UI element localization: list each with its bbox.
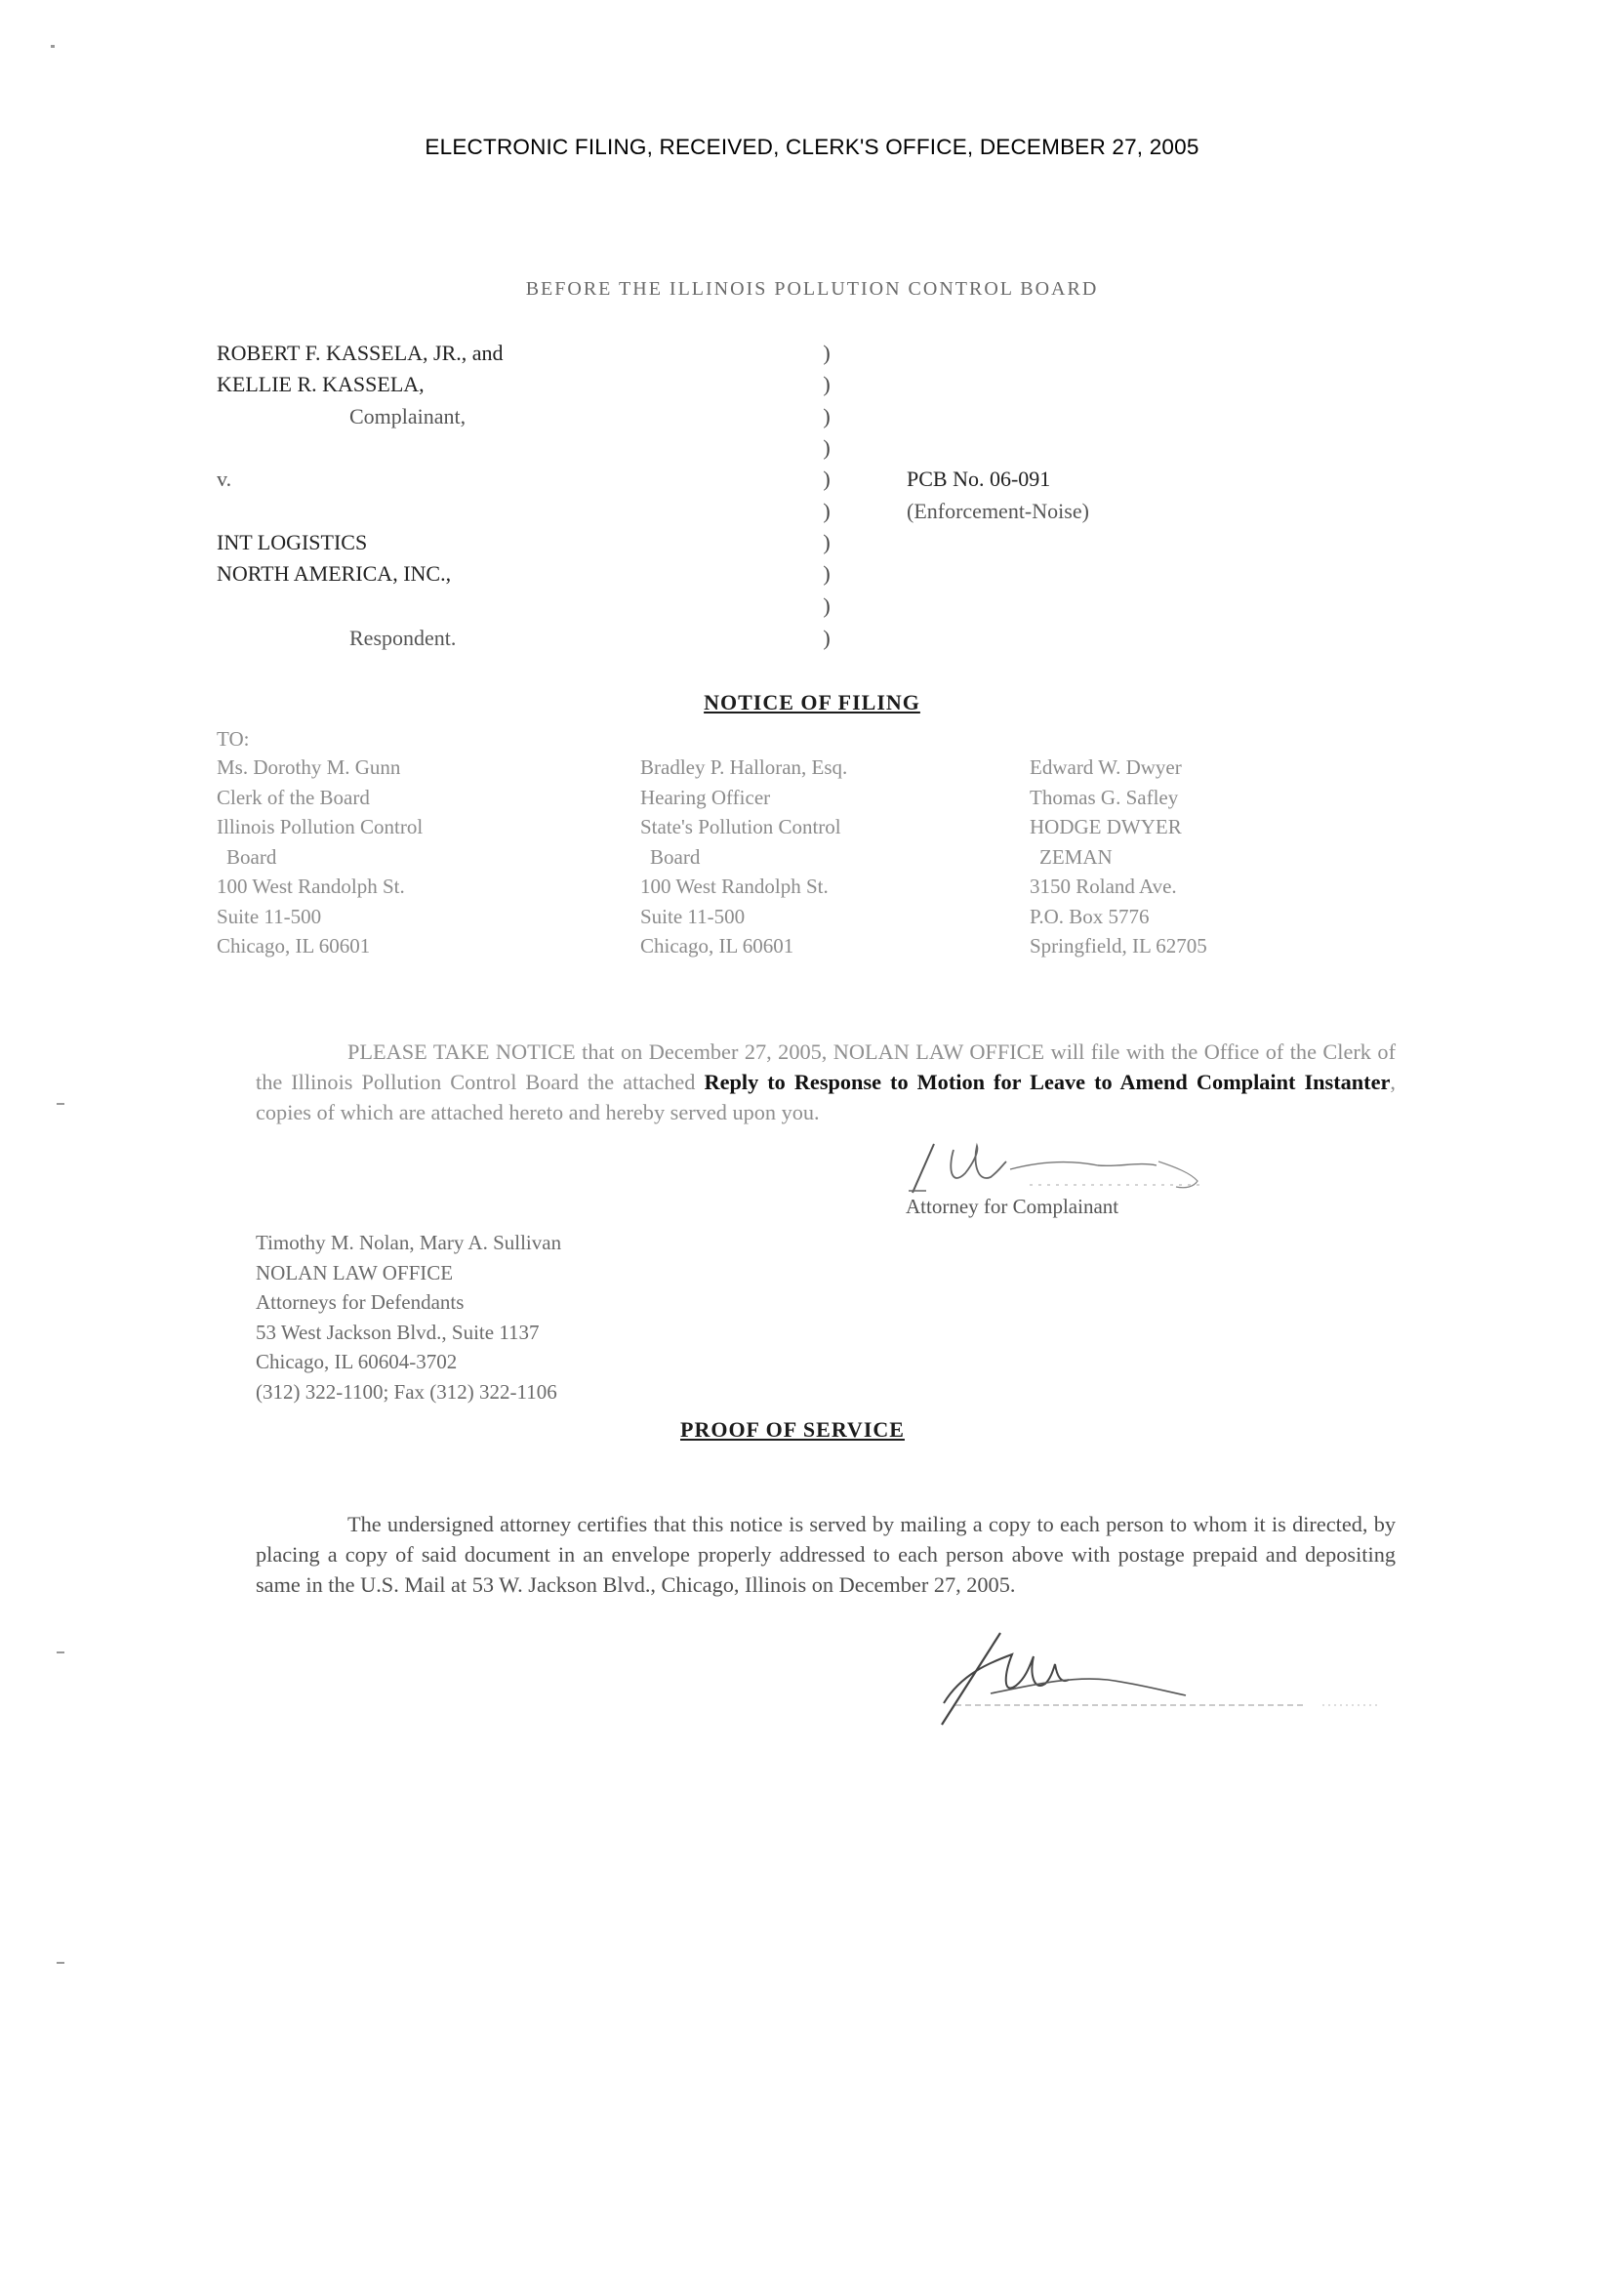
address-line: P.O. Box 5776	[1030, 904, 1150, 928]
complainant-name-1: ROBERT F. KASSELA, JR., and	[217, 341, 504, 365]
filing-stamp: ELECTRONIC FILING, RECEIVED, CLERK'S OFFICE, DECEMBER 27, 2005	[425, 135, 1199, 159]
address-line: 100 West Randolph St.	[640, 875, 829, 898]
address-line: Ms. Dorothy M. Gunn	[217, 755, 401, 779]
service-recipient-1	[217, 753, 423, 961]
case-type: (Enforcement-Noise)	[907, 499, 1089, 523]
attorney-block	[256, 1228, 561, 1406]
case-number: PCB No. 06-091	[907, 467, 1051, 491]
scan-speck	[51, 45, 55, 48]
address-line: Illinois Pollution Control	[217, 815, 424, 838]
board-title: BEFORE THE ILLINOIS POLLUTION CONTROL BOARD	[525, 278, 1099, 300]
caption-paren: )	[823, 372, 831, 396]
respondent-name-2: NORTH AMERICA, INC.,	[217, 561, 452, 586]
respondent-role: Respondent.	[349, 626, 457, 650]
complainant-name-2: KELLIE R. KASSELA,	[217, 372, 425, 396]
proof-of-service-heading: PROOF OF SERVICE	[680, 1417, 905, 1442]
notice-body	[256, 1037, 1396, 1127]
address-line: Suite 11-500	[640, 904, 746, 928]
complainant-role: Complainant,	[349, 404, 467, 428]
address-line: Suite 11-500	[217, 904, 322, 928]
address-line: Board	[226, 844, 277, 869]
attorney-line: Timothy M. Nolan, Mary A. Sullivan	[256, 1231, 562, 1254]
caption-paren: )	[823, 593, 831, 618]
notice-text-1: PLEASE TAKE NOTICE that on December 27, 2005, NOLAN LAW OFFICE will file with the Office of the Clerk of the Illinois Pollution Control Board the attached	[256, 1039, 1396, 1094]
caption-paren: )	[823, 530, 831, 554]
address-line: 3150 Roland Ave.	[1030, 875, 1177, 898]
versus: v.	[217, 467, 232, 491]
scan-speck	[57, 1962, 64, 1964]
address-line: Thomas G. Safley	[1030, 785, 1179, 809]
to-label: TO:	[217, 727, 250, 751]
signature-label: Attorney for Complainant	[906, 1195, 1119, 1218]
attorney-line: NOLAN LAW OFFICE	[256, 1260, 454, 1284]
attorney-line: Chicago, IL 60604-3702	[256, 1350, 458, 1373]
address-line: Clerk of the Board	[217, 785, 370, 809]
address-line: Springfield, IL 62705	[1030, 934, 1207, 958]
address-line: Chicago, IL 60601	[640, 934, 794, 958]
notice-text-2: , copies of which are attached hereto and hereby served upon you.	[256, 1070, 1396, 1124]
caption-paren: )	[823, 341, 831, 365]
scan-speck	[57, 1651, 64, 1653]
attached-document-title: Reply to Response to Motion for Leave to Amend Complaint Instanter	[704, 1070, 1391, 1094]
address-line: Edward W. Dwyer	[1030, 755, 1182, 779]
address-line: Hearing Officer	[640, 785, 771, 809]
service-recipient-3	[1030, 753, 1207, 961]
address-line: Board	[650, 844, 701, 869]
caption-paren: )	[823, 499, 831, 523]
address-line: Bradley P. Halloran, Esq.	[640, 755, 848, 779]
proof-of-service-body: The undersigned attorney certifies that this notice is served by mailing a copy to each person to whom it is directed, by placing a copy of said document in an envelope properly addressed to each person above with postage prepaid and depositing same in the U.S. Mail at 53 W. Jackson Blvd., Chicago, Illinois on December 27, 2005.	[256, 1512, 1396, 1597]
caption-paren: )	[823, 435, 831, 460]
address-line: HODGE DWYER	[1030, 815, 1182, 838]
caption-paren: )	[823, 626, 831, 650]
scan-speck	[57, 1103, 64, 1105]
attorney-signature-2	[932, 1615, 1391, 1732]
address-line: State's Pollution Control	[640, 815, 841, 838]
attorney-line: (312) 322-1100; Fax (312) 322-1106	[256, 1379, 557, 1404]
address-line: Chicago, IL 60601	[217, 934, 371, 958]
notice-of-filing-heading: NOTICE OF FILING	[704, 690, 920, 714]
caption-paren: )	[823, 467, 831, 491]
caption-paren: )	[823, 404, 831, 428]
address-line: 100 West Randolph St.	[217, 875, 405, 898]
caption-paren: )	[823, 561, 831, 586]
attorney-line: Attorneys for Defendants	[256, 1290, 465, 1314]
address-line: ZEMAN	[1039, 844, 1113, 869]
attorney-line: 53 West Jackson Blvd., Suite 1137	[256, 1320, 540, 1344]
service-recipient-2	[640, 753, 847, 961]
respondent-name-1: INT LOGISTICS	[217, 530, 368, 554]
